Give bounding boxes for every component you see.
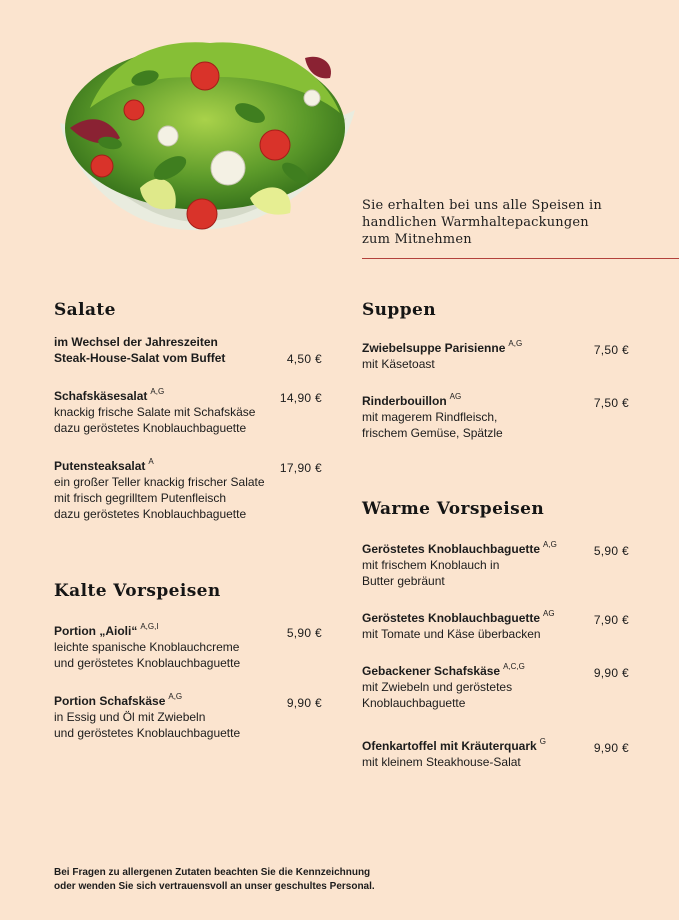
header-divider — [362, 258, 679, 259]
item-desc: mit Zwiebeln und geröstetes — [362, 680, 513, 694]
salad-image — [50, 18, 362, 242]
takeaway-line: handlichen Warmhaltepackungen — [362, 215, 589, 230]
menu-item — [54, 623, 322, 671]
section-title-suppen: Suppen — [362, 300, 436, 320]
item-desc: Butter gebräunt — [362, 574, 445, 588]
item-desc: und geröstetes Knoblauchbaguette — [54, 656, 241, 670]
item-name-line — [54, 693, 322, 709]
menu-item — [362, 663, 629, 711]
menu-item — [362, 541, 629, 589]
item-name: Portion Schafskäse — [54, 694, 166, 708]
item-name-line — [362, 393, 629, 409]
menu-item — [362, 340, 629, 372]
item-name: Portion „Aioli“ — [54, 624, 138, 638]
menu-item — [54, 334, 322, 366]
item-price: 5,90 € — [593, 544, 629, 558]
item-price: 4,50 € — [286, 352, 322, 366]
item-name: Steak-House-Salat vom Buffet — [54, 351, 226, 365]
item-price: 9,90 € — [593, 741, 629, 755]
item-desc: mit kleinem Steakhouse-Salat — [362, 755, 521, 769]
menu-item — [362, 610, 629, 642]
item-name: Rinderbouillon — [362, 394, 447, 408]
menu-item — [54, 388, 322, 436]
section-title-warme-vorspeisen: Warme Vorspeisen — [362, 499, 545, 519]
allergen-code: AG — [543, 609, 555, 618]
allergen-code: A — [148, 457, 154, 466]
item-desc: in Essig und Öl mit Zwiebeln — [54, 710, 206, 724]
item-name: Ofenkartoffel mit Kräuterquark — [362, 739, 537, 753]
item-desc: mit frischem Knoblauch in — [362, 558, 500, 572]
item-name-line — [362, 738, 629, 754]
item-price: 17,90 € — [279, 461, 322, 475]
item-desc: leichte spanische Knoblauchcreme — [54, 640, 240, 654]
takeaway-note — [362, 197, 652, 248]
item-price: 7,50 € — [593, 396, 629, 410]
item-prefix: im Wechsel der Jahreszeiten — [54, 335, 218, 349]
item-desc: mit Käsetoast — [362, 357, 435, 371]
item-name-line — [362, 541, 629, 557]
item-name: Schafskäsesalat — [54, 389, 148, 403]
item-desc: und geröstetes Knoblauchbaguette — [54, 726, 241, 740]
item-name: Geröstetes Knoblauchbaguette — [362, 611, 541, 625]
item-price: 9,90 € — [286, 696, 322, 710]
item-name: Gebackener Schafskäse — [362, 664, 501, 678]
item-desc: ein großer Teller knackig frischer Salate — [54, 475, 265, 489]
item-price: 7,90 € — [593, 613, 629, 627]
allergen-notice — [54, 866, 375, 894]
takeaway-line: Sie erhalten bei uns alle Speisen in — [362, 198, 602, 213]
allergen-code: G — [539, 737, 546, 746]
allergen-notice-line: oder wenden Sie sich vertrauensvoll an unser geschultes Personal. — [54, 881, 375, 892]
item-price: 14,90 € — [279, 391, 322, 405]
item-name: Putensteaksalat — [54, 459, 146, 473]
allergen-code: A,G — [168, 692, 183, 701]
item-price: 9,90 € — [593, 666, 629, 680]
allergen-code: A,G,I — [140, 622, 159, 631]
item-desc: dazu geröstetes Knoblauchbaguette — [54, 421, 247, 435]
item-price: 7,50 € — [593, 343, 629, 357]
item-desc: mit Tomate und Käse überbacken — [362, 627, 541, 641]
item-desc: mit magerem Rindfleisch, — [362, 410, 498, 424]
item-name-line — [362, 663, 629, 679]
menu-item — [362, 738, 629, 770]
item-name-line — [362, 340, 629, 356]
item-desc: mit frisch gegrilltem Putenfleisch — [54, 491, 227, 505]
item-name-line — [362, 610, 629, 626]
item-name: Zwiebelsuppe Parisienne — [362, 341, 506, 355]
section-title-salate: Salate — [54, 300, 116, 320]
item-name: Geröstetes Knoblauchbaguette — [362, 542, 541, 556]
item-desc: frischem Gemüse, Spätzle — [362, 426, 503, 440]
allergen-notice-line: Bei Fragen zu allergenen Zutaten beachten Sie die Kennzeichnung — [54, 867, 371, 878]
allergen-code: A,G — [508, 339, 523, 348]
allergen-code: AG — [449, 392, 462, 401]
section-title-kalte-vorspeisen: Kalte Vorspeisen — [54, 581, 221, 601]
item-desc: Knoblauchbaguette — [362, 696, 466, 710]
allergen-code: A,G — [150, 387, 165, 396]
allergen-code: A,C,G — [503, 662, 525, 671]
menu-item — [54, 458, 322, 522]
item-name-line — [54, 623, 322, 639]
item-price: 5,90 € — [286, 626, 322, 640]
menu-item — [54, 693, 322, 741]
allergen-code: A,G — [543, 540, 557, 549]
item-desc: dazu geröstetes Knoblauchbaguette — [54, 507, 247, 521]
menu-item — [362, 393, 629, 441]
item-desc: knackig frische Salate mit Schafskäse — [54, 405, 256, 419]
takeaway-line: zum Mitnehmen — [362, 232, 472, 247]
